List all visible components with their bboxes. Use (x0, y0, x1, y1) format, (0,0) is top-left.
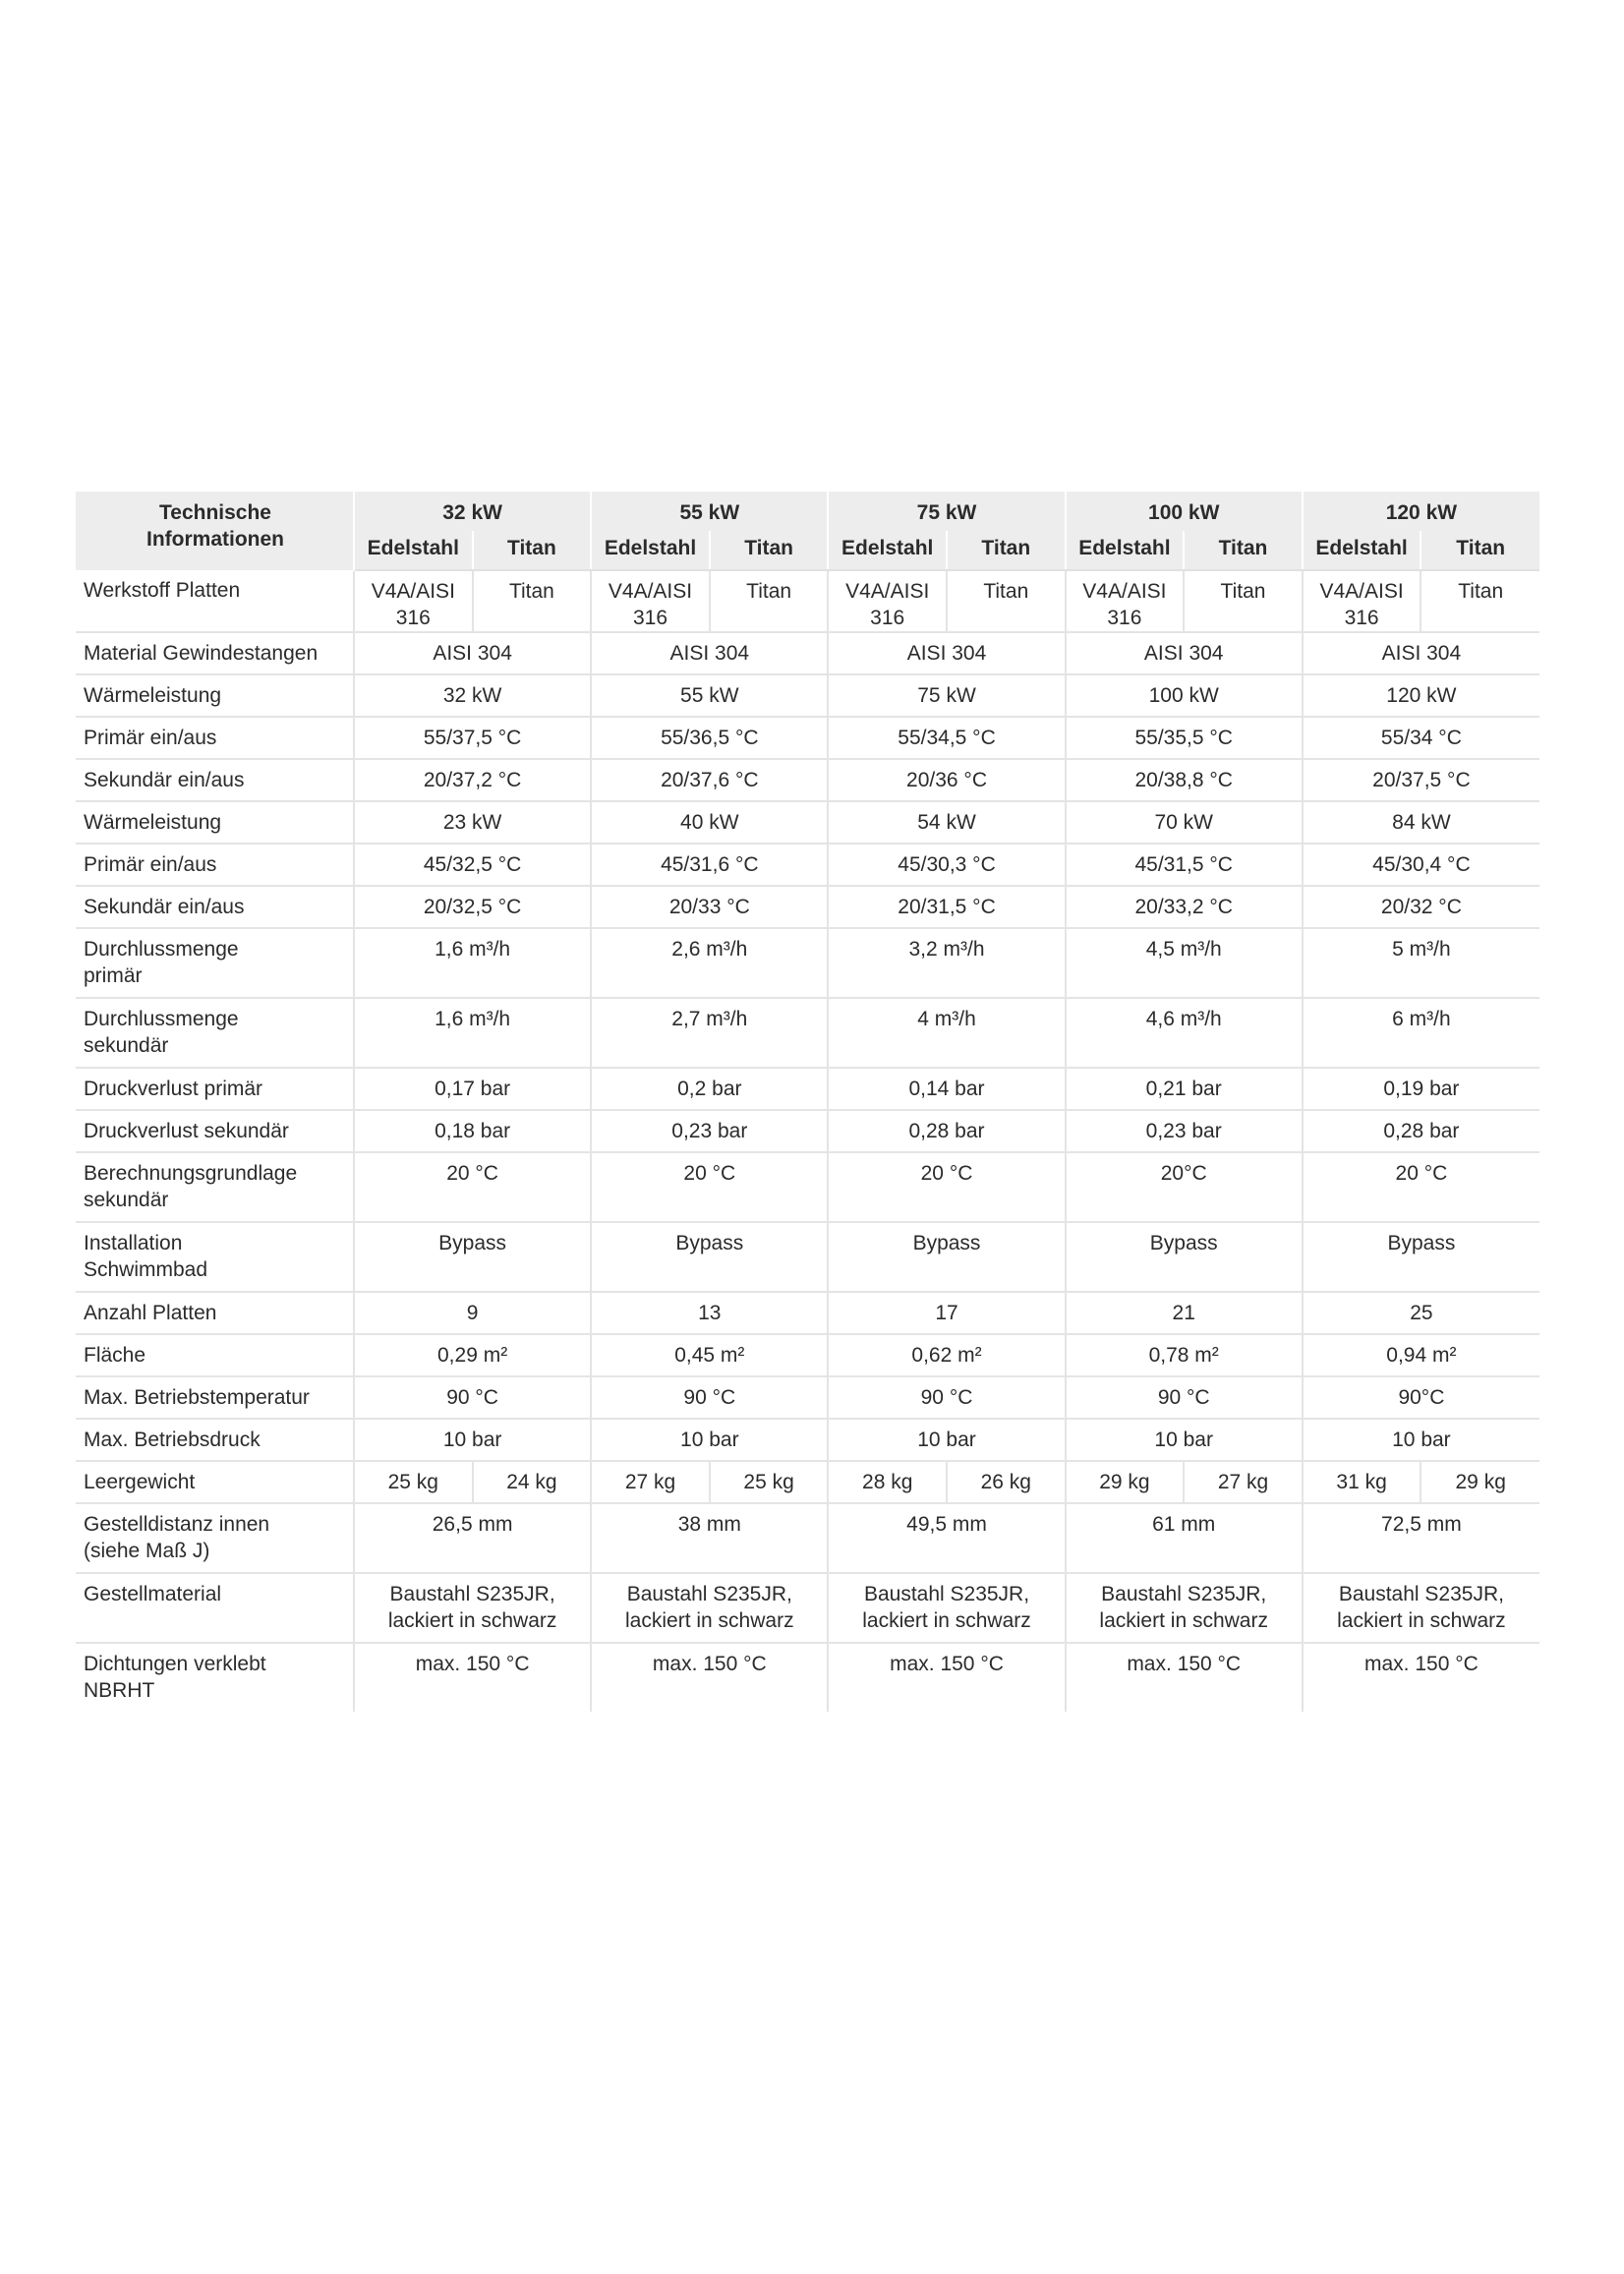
row-label-line: Installation (84, 1232, 183, 1254)
table-row (76, 1222, 1539, 1292)
table-row (76, 886, 1539, 928)
value-cell: 0,29 m² (354, 1334, 591, 1376)
row-label (76, 717, 354, 759)
value-cell: Bypass (1303, 1222, 1539, 1292)
value-cell: 31 kg (1303, 1461, 1421, 1503)
row-label (76, 1222, 354, 1292)
value-cell: 55 kW (591, 674, 828, 717)
header-power-32: 32 kW (354, 492, 591, 531)
header-power-55: 55 kW (591, 492, 828, 531)
technical-data-table (76, 492, 1539, 1712)
row-label-line: Wärmeleistung (84, 684, 222, 707)
value-cell: V4A/AISI 316 (1303, 570, 1421, 632)
value-cell: AISI 304 (1303, 632, 1539, 674)
value-cell: max. 150 °C (1364, 1653, 1479, 1675)
row-label-line: Max. Betriebsdruck (84, 1429, 261, 1451)
value-cell-line: Baustahl S235JR, (1101, 1583, 1267, 1605)
value-cell: 0,78 m² (1066, 1334, 1303, 1376)
row-label (76, 1461, 354, 1503)
value-cell: Titan (710, 570, 829, 632)
value-cell: 23 kW (354, 801, 591, 844)
value-cell-line: lackiert in schwarz (1337, 1609, 1506, 1632)
row-label-line: Anzahl Platten (84, 1302, 217, 1324)
row-label (76, 1573, 354, 1643)
value-cell: 27 kg (591, 1461, 710, 1503)
value-cell: 20 °C (354, 1152, 591, 1222)
value-cell: 25 kg (710, 1461, 829, 1503)
header-material-titan: Titan (1184, 531, 1303, 570)
value-cell-line: lackiert in schwarz (387, 1609, 557, 1632)
value-cell: 0,21 bar (1066, 1068, 1303, 1110)
value-cell: 0,14 bar (828, 1068, 1065, 1110)
header-material-edelstahl: Edelstahl (591, 531, 710, 570)
value-cell: 75 kW (828, 674, 1065, 717)
value-cell: 90 °C (828, 1376, 1065, 1419)
value-cell: V4A/AISI 316 (1066, 570, 1185, 632)
value-cell: 17 (828, 1292, 1065, 1334)
value-cell: 0,62 m² (828, 1334, 1065, 1376)
value-cell: max. 150 °C (828, 1643, 1065, 1712)
table-row (76, 1573, 1539, 1643)
row-label (76, 1110, 354, 1152)
row-label-line: Druckverlust sekundär (84, 1120, 289, 1142)
row-label-line: Wärmeleistung (84, 811, 222, 834)
value-cell: 20/32,5 °C (354, 886, 591, 928)
value-cell: 45/30,4 °C (1303, 844, 1539, 886)
value-cell: 20°C (1066, 1152, 1303, 1222)
value-cell: 6 m³/h (1303, 998, 1539, 1068)
value-cell: 70 kW (1066, 801, 1303, 844)
row-label-line: Gestelldistanz innen (84, 1513, 270, 1536)
table-row (76, 1292, 1539, 1334)
value-cell: 25 (1303, 1292, 1539, 1334)
value-cell: Titan (1421, 570, 1539, 632)
row-label-line: Primär ein/aus (84, 727, 217, 749)
table-row (76, 928, 1539, 998)
value-cell (1066, 1573, 1303, 1643)
table-row (76, 1461, 1539, 1503)
value-cell: 0,23 bar (591, 1110, 828, 1152)
header-material-titan: Titan (1421, 531, 1539, 570)
value-cell: Bypass (354, 1222, 591, 1292)
value-cell: 20/38,8 °C (1066, 759, 1303, 801)
row-label (76, 632, 354, 674)
value-cell: 20/33,2 °C (1066, 886, 1303, 928)
table-row (76, 570, 1539, 632)
row-label (76, 1376, 354, 1419)
header-label-cell (76, 492, 354, 570)
row-label (76, 570, 354, 632)
value-cell: 10 bar (591, 1419, 828, 1461)
value-cell: 49,5 mm (828, 1503, 1065, 1573)
table-row (76, 1152, 1539, 1222)
row-label (76, 674, 354, 717)
row-label-line: Material Gewindestangen (84, 642, 319, 665)
header-material-edelstahl: Edelstahl (828, 531, 947, 570)
value-cell: 20 °C (1303, 1152, 1539, 1222)
value-cell: 84 kW (1303, 801, 1539, 844)
value-cell: V4A/AISI 316 (828, 570, 947, 632)
row-label-line: (siehe Maß J) (84, 1540, 210, 1562)
value-cell: 20 °C (591, 1152, 828, 1222)
value-cell: 90 °C (1066, 1376, 1303, 1419)
value-cell: max. 150 °C (354, 1643, 591, 1712)
value-cell: 20/32 °C (1303, 886, 1539, 928)
header-label-line-2: Informationen (146, 528, 284, 551)
value-cell: 4,6 m³/h (1066, 998, 1303, 1068)
row-label-line: primär (84, 964, 143, 987)
value-cell: 10 bar (354, 1419, 591, 1461)
value-cell: 0,19 bar (1303, 1068, 1539, 1110)
value-cell: AISI 304 (591, 632, 828, 674)
row-label (76, 1643, 354, 1712)
row-label (76, 1503, 354, 1573)
value-cell: 9 (354, 1292, 591, 1334)
value-cell: 0,28 bar (1303, 1110, 1539, 1152)
row-label (76, 844, 354, 886)
value-cell: 45/30,3 °C (828, 844, 1065, 886)
table-row (76, 632, 1539, 674)
value-cell: 5 m³/h (1303, 928, 1539, 998)
table-row (76, 1503, 1539, 1573)
row-label (76, 1334, 354, 1376)
spec-sheet (76, 492, 1539, 1712)
table-row (76, 998, 1539, 1068)
value-cell: 45/31,5 °C (1066, 844, 1303, 886)
header-material-edelstahl: Edelstahl (1066, 531, 1185, 570)
value-cell: 20/36 °C (828, 759, 1065, 801)
row-label-line: Durchlussmenge (84, 938, 239, 961)
header-power-75: 75 kW (828, 492, 1065, 531)
row-label-line: Sekundär ein/aus (84, 896, 245, 918)
row-label-line: Max. Betriebstemperatur (84, 1386, 310, 1409)
value-cell: 20 °C (828, 1152, 1065, 1222)
value-cell: 0,18 bar (354, 1110, 591, 1152)
row-label-line: Leergewicht (84, 1471, 196, 1493)
value-cell: 40 kW (591, 801, 828, 844)
value-cell: 29 kg (1421, 1461, 1539, 1503)
value-cell: 54 kW (828, 801, 1065, 844)
value-cell: 45/31,6 °C (591, 844, 828, 886)
value-cell: 45/32,5 °C (354, 844, 591, 886)
row-label (76, 998, 354, 1068)
value-cell: 38 mm (591, 1503, 828, 1573)
header-material-edelstahl: Edelstahl (1303, 531, 1421, 570)
header-material-titan: Titan (710, 531, 829, 570)
value-cell: 100 kW (1066, 674, 1303, 717)
value-cell-line: Baustahl S235JR, (626, 1583, 792, 1605)
value-cell: 0,2 bar (591, 1068, 828, 1110)
value-cell: 10 bar (1303, 1419, 1539, 1461)
value-cell: 24 kg (473, 1461, 592, 1503)
table-row (76, 1334, 1539, 1376)
table-row (76, 717, 1539, 759)
row-label-line: Dichtungen verklebt (84, 1653, 266, 1675)
value-cell-line: lackiert in schwarz (862, 1609, 1031, 1632)
table-row (76, 1068, 1539, 1110)
value-cell (591, 1573, 828, 1643)
value-cell (828, 1573, 1065, 1643)
value-cell: Bypass (828, 1222, 1065, 1292)
table-row (76, 844, 1539, 886)
row-label-line: Werkstoff Platten (84, 579, 241, 602)
table-row (76, 1110, 1539, 1152)
value-cell: 4,5 m³/h (1066, 928, 1303, 998)
value-cell-line: Baustahl S235JR, (863, 1583, 1030, 1605)
value-cell: AISI 304 (1066, 632, 1303, 674)
value-cell: Titan (947, 570, 1066, 632)
row-label-line: sekundär (84, 1189, 169, 1211)
table-row (76, 674, 1539, 717)
value-cell-line: lackiert in schwarz (1099, 1609, 1268, 1632)
value-cell-line: Baustahl S235JR, (389, 1583, 555, 1605)
row-label (76, 759, 354, 801)
table-row (76, 759, 1539, 801)
value-cell: AISI 304 (828, 632, 1065, 674)
value-cell: 2,7 m³/h (591, 998, 828, 1068)
value-cell: 32 kW (354, 674, 591, 717)
value-cell: 90 °C (591, 1376, 828, 1419)
value-cell: Bypass (591, 1222, 828, 1292)
value-cell: Bypass (1066, 1222, 1303, 1292)
value-cell: 20/37,2 °C (354, 759, 591, 801)
value-cell: 55/37,5 °C (354, 717, 591, 759)
value-cell: 55/34,5 °C (828, 717, 1065, 759)
header-label-line-1: Technische (159, 501, 271, 524)
value-cell: 55/34 °C (1303, 717, 1539, 759)
row-label-line: Gestellmaterial (84, 1583, 222, 1605)
value-cell: 0,94 m² (1303, 1334, 1539, 1376)
row-label (76, 1419, 354, 1461)
header-power-100: 100 kW (1066, 492, 1303, 531)
value-cell: Titan (473, 570, 592, 632)
value-cell: 1,6 m³/h (354, 998, 591, 1068)
value-cell: 90°C (1303, 1376, 1539, 1419)
value-cell: 72,5 mm (1303, 1503, 1539, 1573)
value-cell: 10 bar (1066, 1419, 1303, 1461)
row-label-line: Durchlussmenge (84, 1008, 239, 1030)
value-cell: 3,2 m³/h (828, 928, 1065, 998)
row-label (76, 1068, 354, 1110)
value-cell: 55/36,5 °C (591, 717, 828, 759)
value-cell: 21 (1066, 1292, 1303, 1334)
row-label-line: Primär ein/aus (84, 853, 217, 876)
value-cell: 0,45 m² (591, 1334, 828, 1376)
value-cell: 0,17 bar (354, 1068, 591, 1110)
value-cell: 26 kg (947, 1461, 1066, 1503)
header-power-120: 120 kW (1303, 492, 1539, 531)
value-cell: max. 150 °C (1066, 1643, 1303, 1712)
table-row (76, 1376, 1539, 1419)
value-cell: 0,23 bar (1066, 1110, 1303, 1152)
value-cell: max. 150 °C (591, 1643, 828, 1712)
table-body (76, 570, 1539, 1712)
row-label (76, 1292, 354, 1334)
row-label-line: sekundär (84, 1034, 169, 1057)
header-material-titan: Titan (473, 531, 592, 570)
value-cell: 120 kW (1303, 674, 1539, 717)
value-cell: 20/37,5 °C (1303, 759, 1539, 801)
value-cell-line: lackiert in schwarz (625, 1609, 794, 1632)
value-cell: 25 kg (354, 1461, 473, 1503)
value-cell: 29 kg (1066, 1461, 1185, 1503)
value-cell: 1,6 m³/h (354, 928, 591, 998)
value-cell: 28 kg (828, 1461, 947, 1503)
row-label-line: Fläche (84, 1344, 146, 1367)
value-cell (354, 1573, 591, 1643)
value-cell: V4A/AISI 316 (591, 570, 710, 632)
row-label (76, 928, 354, 998)
value-cell: 20/31,5 °C (828, 886, 1065, 928)
header-row-power (76, 492, 1539, 531)
row-label-line: Schwimmbad (84, 1258, 208, 1281)
row-label-line: NBRHT (84, 1679, 155, 1702)
value-cell: 13 (591, 1292, 828, 1334)
row-label (76, 1152, 354, 1222)
header-material-edelstahl: Edelstahl (354, 531, 473, 570)
value-cell: 27 kg (1184, 1461, 1303, 1503)
value-cell: Titan (1184, 570, 1303, 632)
value-cell (1303, 1573, 1539, 1643)
row-label-line: Berechnungsgrundlage (84, 1162, 298, 1185)
value-cell: AISI 304 (354, 632, 591, 674)
value-cell: 26,5 mm (354, 1503, 591, 1573)
value-cell: 90 °C (354, 1376, 591, 1419)
row-label (76, 801, 354, 844)
value-cell: 4 m³/h (828, 998, 1065, 1068)
value-cell: 2,6 m³/h (591, 928, 828, 998)
row-label-line: Sekundär ein/aus (84, 769, 245, 791)
value-cell: 0,28 bar (828, 1110, 1065, 1152)
value-cell: 10 bar (828, 1419, 1065, 1461)
table-row (76, 1643, 1539, 1712)
value-cell: 20/37,6 °C (591, 759, 828, 801)
header-material-titan: Titan (947, 531, 1066, 570)
value-cell: V4A/AISI 316 (354, 570, 473, 632)
value-cell: 61 mm (1066, 1503, 1303, 1573)
row-label-line: Druckverlust primär (84, 1078, 263, 1100)
row-label (76, 886, 354, 928)
value-cell-line: Baustahl S235JR, (1338, 1583, 1504, 1605)
value-cell: 55/35,5 °C (1066, 717, 1303, 759)
value-cell: 20/33 °C (591, 886, 828, 928)
table-row (76, 1419, 1539, 1461)
table-row (76, 801, 1539, 844)
